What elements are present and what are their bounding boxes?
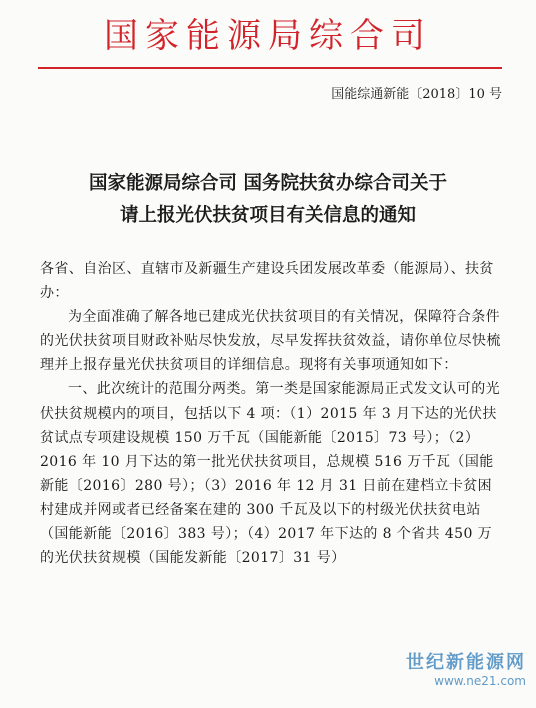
title-line-2: 请上报光伏扶贫项目有关信息的通知 bbox=[119, 205, 416, 226]
watermark-url: www.ne21.com bbox=[434, 674, 526, 688]
addressee-paragraph: 各省、自治区、直辖市及新疆生产建设兵团发展改革委（能源局）、扶贫办： bbox=[40, 261, 494, 302]
document-body bbox=[40, 257, 502, 570]
intro-paragraph: 为全面准确了解各地已建成光伏扶贫项目的有关情况，保障符合条件的光伏扶贫项目财政补贴尽快发放，尽早发挥扶贫效益，请你单位尽快梳理并上报存量光伏扶贫项目的详细信息。现将有关事项通知如下： bbox=[40, 309, 501, 374]
document-title bbox=[30, 168, 506, 232]
issuing-org-header: 国家能源局综合司 bbox=[104, 16, 432, 56]
site-watermark bbox=[406, 648, 526, 688]
red-divider-line bbox=[38, 67, 502, 69]
title-line-1: 国家能源局综合司 国务院扶贫办综合司关于 bbox=[89, 173, 447, 194]
document-number: 国能综通新能〔2018〕10 号 bbox=[331, 87, 502, 102]
watermark-name: 世纪新能源网 bbox=[406, 652, 526, 673]
scope-paragraph: 一、此次统计的范围分两类。第一类是国家能源局正式发文认可的光伏扶贫规模内的项目，包括以下 4 项：（1）2015 年 3 月下达的光伏扶贫试点专项建设规模 150 万千瓦（国能新能〔2015〕73 号）；（2）2016 年 10 月下达的第一批光伏扶贫项目，总规模 516 万千瓦（国能新能〔2016〕280 号）；（3）2016 年 12 月 31 日前在建档立卡贫困村建成并网或者已经备案在建的 300 千瓦及以下的村级光伏扶贫电站（国能新能〔2016〕383 号）；（4）2017 年下达的 8 个省共 450 万的光伏扶贫规模（国能发新能〔2017〕31 号） bbox=[40, 381, 500, 567]
